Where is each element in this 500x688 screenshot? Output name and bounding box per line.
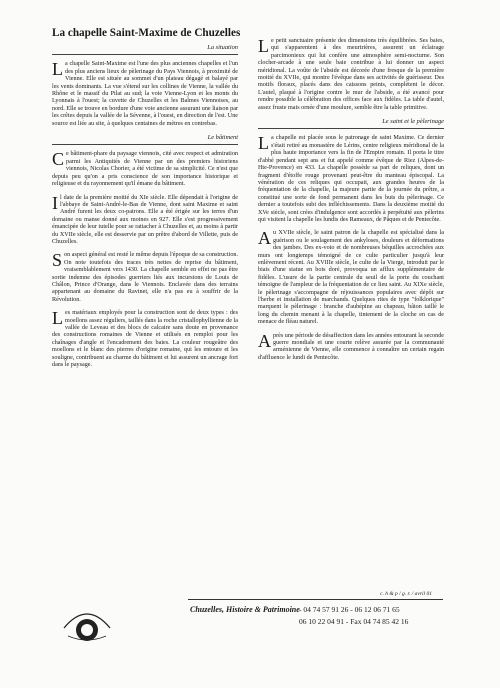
paragraph: La chapelle est placée sous le patronage de saint Maxime. Ce dernier s'était retiré au monastère de Lérins, centre religieux méridional de la plus haute importance vers la fin de l'Empire romain. Il porta le titre d'abbé pendant sept ans et fut appelé comme évêque de Riez (Alpes-de-Hte-Provence) en 433. La chapelle possède sa part de reliques, dont un fragment d'étoffe rouge provenant peut-être du manteau épiscopal. La vénération de ces reliques qui occupait, aux grandes heures de la fréquentation de la chapelle, la majeure partie de la journée du prêtre, a constitué une sorte de fond permanent dans les buts du pèlerinage. Ce dernier a toutefois subi des infléchissements. Dans la deuxième moitié du XVe siècle, sont crées d'indulgence sont accordés à perpétuité aux pèlerins qui visitent la chapelle les lundis des Rameaux, de Pâques et de Pentecôte. (258, 133, 444, 223)
drop-cap: L (258, 133, 269, 154)
drop-cap: S (52, 250, 63, 271)
footer-divider (188, 599, 443, 600)
footer-phone-1: - 04 74 57 91 26 - 06 12 06 71 65 (299, 605, 400, 614)
footer-organization: Chuzelles, Histoire & Patrimoine (190, 605, 300, 614)
section-heading-batiment: Le bâtiment (207, 134, 238, 142)
paragraph: Au XVIIe siècle, le saint patron de la chapelle est spécialisé dans la guérison ou le soulagement des ankyloses, douleurs et déformations des jambes. Des ex-voto et de nombreuses béquilles accrochées aux murs ont longtemps témoigné de ce culte particulier jusqu'à leur enlèvement récent. Au XVIIIe siècle, le culte de la Vierge, introduit par le biais d'une statue en bois doré, provoqua un afflux supplémentaire de fidèles. L'usure de la partie centrale du seuil de la porte du couchant témoigne de l'ampleur de la fréquentation de ce lieu saint. Au XIXe siècle, le pèlerinage s'accompagne de réjouissances populaires avec dépôt sur l'herbe et installation de marchands. Quelques rites de type "folklorique" marquent le pèlerinage : branche d'aubépine au chapeau, bâton taillé le long du chemin menant à la chapelle, tintement de la cloche en cas de menace de fléau naturel. (258, 228, 444, 326)
right-column (258, 38, 444, 368)
drop-cap: L (258, 36, 269, 56)
drop-cap: A (258, 330, 271, 351)
page-title: La chapelle Saint-Maxime de Chuzelles (52, 27, 241, 39)
paragraph: Son aspect général est resté le même depuis l'époque de sa construction. On note toutefois des traces très nettes de reprise du bâtiment, vraisemblablement vers 1430. La chapelle semble en effet ne pas être sortie indemne des épisodes guerriers liés aux incursions de Louis de Châlon, Prince d'Orange, dans le Viennois. Enclavée dans des terrains appartenant au domaine du Ravinet, elle n'a pas eu à souffrir de la Révolution. (52, 250, 238, 303)
section-heading-situation: La situation (207, 44, 238, 51)
2000-en-isere-logo (58, 598, 116, 644)
section-divider (52, 144, 238, 145)
section-divider (258, 128, 444, 129)
paragraph: Il date de la première moitié du XIe siècle. Elle dépendait à l'origine de l'abbaye de Saint-André-le-Bas de Vienne, dont saint Maxime et saint André furent les deux co-patrons. Elle a été érigée sur les terres d'un domaine ou manse donné aux moines en 927. Elle s'est progressivement émancipée de leur tutelle pour se rattacher à Chuzelles et, au moins à partir du XVIIe siècle, elle est desservie par un prêtre d'abord de Villette, puis de Chuzelles. (52, 192, 238, 245)
section-heading-saint: Le saint et le pèlerinage (382, 118, 444, 126)
paragraph: Les matériaux employés pour la construction sont de deux types : des moellons assez réguliers, taillés dans la roche cristallophyllienne de la vallée de Leveau et des blocs de calcaire sans doute en provenance des constructions romaines de Vienne et utilisés en remploi pour les chaînages d'angle et l'encadrement des baies. La couleur rougeâtre des moellons et le blanc des pierres d'origine romaine, qui les entoure et les souligne, contribuent au charme du bâtiment et lui assurent un ancrage fort dans le paysage. (52, 308, 238, 369)
footer-code: c. h & p / g. r. / avril 01 (380, 591, 432, 597)
drop-cap: I (52, 192, 58, 213)
footer-phone-2: 06 10 22 04 91 - Fax 04 74 85 42 16 (299, 617, 409, 626)
drop-cap: L (52, 308, 63, 329)
left-column (52, 44, 238, 375)
paragraph: Après une période de désaffection dans les années entourant la seconde guerre mondiale et une courte relève assurée par la communauté arménienne de Vienne, elle commence à connaître un certain regain d'affluence le lundi de Pentecôte. (258, 330, 444, 361)
drop-cap: A (258, 228, 271, 249)
drop-cap: L (52, 59, 63, 80)
paragraph: Le petit sanctuaire présente des dimensions très équilibrées. Ses baies, qui s'apparentent à des meurtrières, assurent un éclairage parcimonieux qui lui confère une atmosphère semi-nocturne. Son clocher-arcade à une seule baie contribue à lui donner un aspect méridional. La voûte de l'abside est décorée d'une fresque de la première moitié du XVIIe, qui montre l'évêque dans ses activités de guérisseur. Des motifs floraux, placés dans des caissons peints, complètent le décor. L'autel, plaqué à l'origine contre le mur de l'abside, a été avancé pour rendre possible la célébration des offices face aux fidèles. La table d'autel, assez fruste mais ornée d'une moulure, semble être la table primitive. (258, 36, 444, 111)
paragraph: La chapelle Saint-Maxime est l'une des plus anciennes chapelles et l'un des plus anciens lieux de pèlerinage du Pays Viennois, à proximité de Vienne. Elle est située au sommet d'un plateau dégagé et balayé par les vents dominants. La vue s'étend sur les collines de Vienne, la vallée du Rhône et le massif du Pilat au sud; la voie Vienne-Lyon et les monts du Lyonnais à l'ouest; la cuvette de Chuzelles et les Balmes Viennoises, au nord. Elle se trouve en bordure d'une voie ancienne assurant une liaison par les crêtes depuis la vallée de la Sévenne, à l'ouest, en direction de l'est. Une source est liée au site, à quelques centaines de mètres en contrebas. (52, 59, 238, 127)
section-divider (52, 54, 238, 55)
drop-cap: C (52, 149, 65, 170)
paragraph: Ce bâtiment-phare du paysage viennois, cité avec respect et admiration parmi les Antiquités de Vienne par un des premiers historiens viennois, Nicolas Chorier, a été victime de sa simplicité. Ce n'est que depuis peu qu'on a pris conscience de son importance historique et religieuse et du rayonnement qu'il émane du bâtiment. (52, 149, 238, 188)
